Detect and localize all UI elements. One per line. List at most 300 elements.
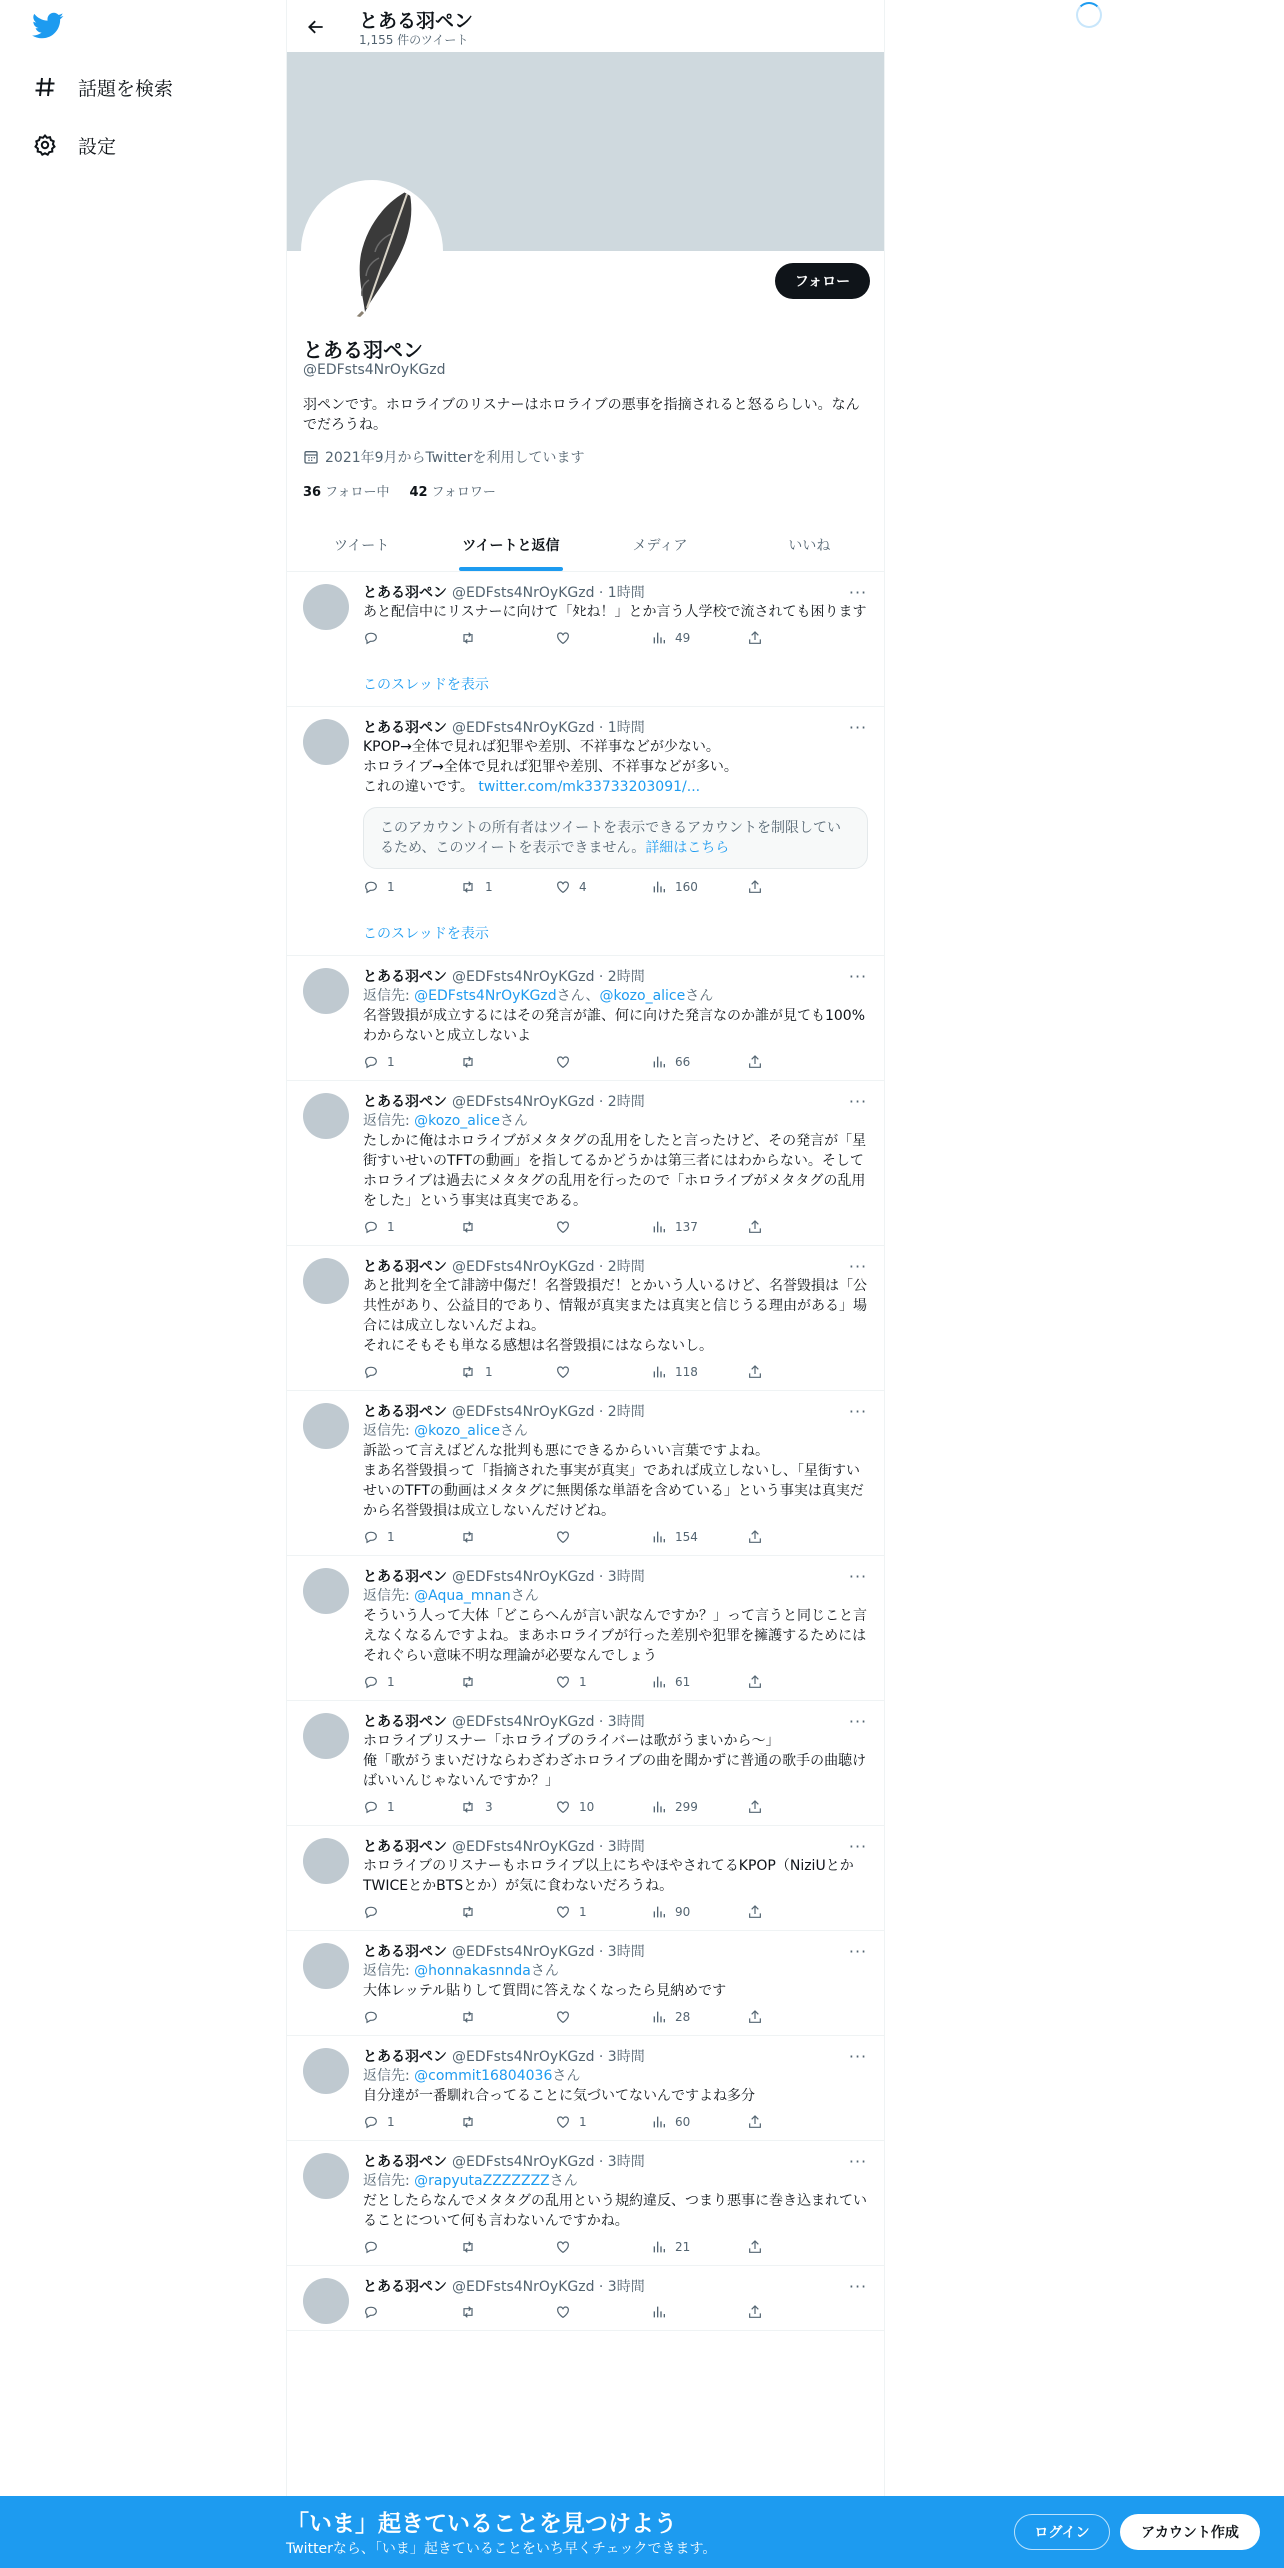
tweet-meta[interactable]: @EDFsts4NrOyKGzd · 2時間 bbox=[452, 969, 645, 985]
tweet-author-name[interactable]: とある羽ペン bbox=[363, 2049, 447, 2065]
retweet-icon bbox=[459, 1364, 485, 1380]
share-button[interactable] bbox=[747, 1054, 843, 1070]
tweet-text bbox=[363, 602, 868, 622]
show-thread-link[interactable]: このスレッドを表示 bbox=[363, 677, 489, 693]
retweet-button[interactable] bbox=[459, 1529, 555, 1545]
tweet-author-name[interactable]: とある羽ペン bbox=[363, 2154, 447, 2170]
like-icon bbox=[555, 1219, 579, 1235]
retweet-button[interactable] bbox=[459, 1674, 555, 1690]
tab-tweets-and-replies[interactable] bbox=[436, 519, 585, 571]
tweet-meta[interactable]: @EDFsts4NrOyKGzd · 3時間 bbox=[452, 1944, 645, 1960]
views-button[interactable] bbox=[651, 2239, 747, 2255]
reply-prefix: 返信先: bbox=[363, 1963, 415, 1979]
more-options-icon[interactable]: ··· bbox=[848, 1401, 868, 1421]
tab-label: ツイート bbox=[333, 538, 390, 554]
signup-banner-title: 「いま」起きていることを見つけよう bbox=[286, 2511, 677, 2537]
views-icon bbox=[651, 2114, 675, 2130]
top-bar bbox=[287, 0, 884, 52]
reply-mention-link[interactable]: @kozo_alice bbox=[599, 988, 686, 1004]
share-icon bbox=[747, 1799, 771, 1815]
share-button[interactable] bbox=[747, 1529, 843, 1545]
reply-count: 1 bbox=[387, 1675, 395, 1689]
reply-button[interactable] bbox=[363, 1219, 459, 1235]
reply-button[interactable] bbox=[363, 2239, 459, 2255]
share-button[interactable] bbox=[747, 879, 843, 895]
tweet-text bbox=[363, 1131, 868, 1211]
avatar[interactable] bbox=[303, 1258, 349, 1304]
reply-mention-link[interactable]: @rapyutaZZZZZZZ bbox=[414, 2173, 550, 2189]
reply-icon bbox=[363, 1364, 387, 1380]
views-icon bbox=[651, 1529, 675, 1545]
tweet-actions bbox=[363, 2300, 868, 2330]
like-count: 4 bbox=[579, 880, 587, 894]
reply-count: 1 bbox=[387, 2115, 395, 2129]
like-icon bbox=[555, 879, 579, 895]
like-button[interactable] bbox=[555, 1674, 651, 1690]
like-button[interactable] bbox=[555, 1054, 651, 1070]
tweet[interactable] bbox=[287, 1391, 884, 1556]
tweet[interactable] bbox=[287, 1931, 884, 2036]
share-icon bbox=[747, 2009, 771, 2025]
page-title: とある羽ペン bbox=[359, 10, 474, 32]
more-options-icon[interactable]: ··· bbox=[848, 2046, 868, 2066]
share-icon bbox=[747, 1674, 771, 1690]
reply-button[interactable] bbox=[363, 1529, 459, 1545]
sidebar-item-label: 話題を検索 bbox=[78, 77, 174, 100]
like-button[interactable] bbox=[555, 630, 651, 646]
tweet-meta[interactable]: @EDFsts4NrOyKGzd · 3時間 bbox=[452, 1714, 645, 1730]
views-button[interactable] bbox=[651, 1219, 747, 1235]
tweet-author-name[interactable]: とある羽ペン bbox=[363, 2279, 447, 2295]
reply-icon bbox=[363, 1904, 387, 1920]
share-button[interactable] bbox=[747, 1799, 843, 1815]
avatar[interactable] bbox=[303, 1713, 349, 1759]
more-options-icon[interactable]: ··· bbox=[848, 966, 868, 986]
reply-suffix: さん bbox=[499, 1113, 528, 1129]
like-button[interactable] bbox=[555, 879, 651, 895]
tweet-author-name[interactable]: とある羽ペン bbox=[363, 1569, 447, 1585]
views-icon bbox=[651, 1904, 675, 1920]
reply-context bbox=[363, 1586, 868, 1606]
views-icon bbox=[651, 2304, 675, 2320]
reply-suffix: さん bbox=[530, 1963, 559, 1979]
tweet[interactable] bbox=[287, 707, 884, 956]
reply-icon bbox=[363, 1799, 387, 1815]
share-button[interactable] bbox=[747, 2239, 843, 2255]
views-button[interactable] bbox=[651, 1364, 747, 1380]
reply-context bbox=[363, 2066, 868, 2086]
like-button[interactable] bbox=[555, 1799, 651, 1815]
avatar[interactable] bbox=[303, 719, 349, 765]
sidebar-item-explore[interactable] bbox=[32, 67, 173, 107]
tweet-text bbox=[363, 1981, 868, 2001]
reply-mention-link[interactable]: @kozo_alice bbox=[414, 1113, 500, 1129]
views-icon bbox=[651, 1674, 675, 1690]
share-button[interactable] bbox=[747, 1219, 843, 1235]
sidebar-item-settings[interactable] bbox=[32, 125, 116, 165]
like-icon bbox=[555, 2114, 579, 2130]
share-icon bbox=[747, 2304, 771, 2320]
profile-joined-text: 2021年9月からTwitterを利用しています bbox=[325, 450, 585, 466]
like-icon bbox=[555, 1364, 579, 1380]
tweet[interactable] bbox=[287, 1701, 884, 1826]
sidebar-item-label: 設定 bbox=[78, 135, 117, 158]
tweet-body: 大体レッテル貼りして質問に答えなくなったら見納めです bbox=[363, 1983, 727, 1999]
login-button[interactable]: ログイン bbox=[1014, 2514, 1110, 2550]
views-count: 118 bbox=[675, 1365, 698, 1379]
more-options-icon[interactable]: ··· bbox=[848, 717, 868, 737]
more-options-icon[interactable]: ··· bbox=[848, 1091, 868, 1111]
tweet-author-name[interactable]: とある羽ペン bbox=[363, 1259, 447, 1275]
views-icon bbox=[651, 630, 675, 646]
tab-label: ツイートと返信 bbox=[462, 538, 560, 554]
like-button[interactable] bbox=[555, 2239, 651, 2255]
retweet-button[interactable] bbox=[459, 2304, 555, 2320]
tweet-author-name[interactable]: とある羽ペン bbox=[363, 1094, 447, 1110]
tweet-actions bbox=[363, 1360, 868, 1390]
views-button[interactable] bbox=[651, 2009, 747, 2025]
views-icon bbox=[651, 1799, 675, 1815]
reply-button[interactable] bbox=[363, 2114, 459, 2130]
more-options-icon[interactable]: ··· bbox=[848, 2151, 868, 2171]
show-thread-link[interactable]: このスレッドを表示 bbox=[363, 926, 489, 942]
tweet-header bbox=[363, 1091, 868, 1111]
views-button[interactable] bbox=[651, 1529, 747, 1545]
profile-joined bbox=[303, 447, 584, 467]
views-count: 299 bbox=[675, 1800, 698, 1814]
views-button[interactable] bbox=[651, 630, 747, 646]
reply-prefix: 返信先: bbox=[363, 2173, 415, 2189]
tweet-header bbox=[363, 2276, 868, 2296]
like-count: 1 bbox=[579, 2115, 587, 2129]
loading-spinner-icon bbox=[1076, 2, 1102, 28]
reply-count: 1 bbox=[387, 880, 395, 894]
signup-banner bbox=[0, 2496, 1284, 2568]
learn-more-link[interactable]: 詳細はこちら bbox=[645, 840, 730, 856]
views-count: 28 bbox=[675, 2010, 691, 2024]
reply-icon bbox=[363, 630, 387, 646]
reply-mention-link[interactable]: @commit16804036 bbox=[414, 2068, 553, 2084]
like-button[interactable] bbox=[555, 2009, 651, 2025]
profile-stats bbox=[303, 481, 516, 500]
like-button[interactable] bbox=[555, 1529, 651, 1545]
share-button[interactable] bbox=[747, 1904, 843, 1920]
reply-suffix: さん bbox=[552, 2068, 581, 2084]
tweet-author-name[interactable]: とある羽ペン bbox=[363, 1944, 447, 1960]
retweet-icon bbox=[459, 2304, 485, 2320]
tweet-actions bbox=[363, 2235, 868, 2265]
tweet-text bbox=[363, 2191, 868, 2231]
tweet-meta[interactable]: @EDFsts4NrOyKGzd · 2時間 bbox=[452, 1404, 645, 1420]
retweet-icon bbox=[459, 2239, 485, 2255]
share-icon bbox=[747, 630, 771, 646]
reply-mention-link[interactable]: @EDFsts4NrOyKGzd bbox=[414, 988, 557, 1004]
tweet-meta[interactable]: @EDFsts4NrOyKGzd · 3時間 bbox=[452, 2154, 645, 2170]
tweet-actions bbox=[363, 1900, 868, 1930]
reply-count: 1 bbox=[387, 1530, 395, 1544]
views-count: 66 bbox=[675, 1055, 691, 1069]
tweet-body: ホロライブのリスナーもホロライブ以上にちやほやされてるKPOP（NiziUとかTWICEとかBTSとか）が気に食わないだろうね。 bbox=[363, 1858, 854, 1894]
views-icon bbox=[651, 879, 675, 895]
tweet-actions bbox=[363, 875, 868, 905]
retweet-button[interactable] bbox=[459, 2239, 555, 2255]
more-options-icon[interactable]: ··· bbox=[848, 2276, 868, 2296]
arrow-left-icon bbox=[306, 17, 326, 37]
followers-link[interactable] bbox=[409, 481, 495, 500]
tweet-header bbox=[363, 1941, 868, 1961]
avatar[interactable] bbox=[303, 1838, 349, 1884]
tab-media[interactable] bbox=[586, 519, 735, 571]
like-count: 1 bbox=[579, 1675, 587, 1689]
views-button[interactable] bbox=[651, 879, 747, 895]
reply-count: 1 bbox=[387, 1220, 395, 1234]
reply-mention-link[interactable]: @honnakasnnda bbox=[414, 1963, 531, 1979]
tab-tweets[interactable] bbox=[287, 519, 436, 571]
share-icon bbox=[747, 2114, 771, 2130]
tweet-text bbox=[363, 1856, 868, 1896]
retweet-button[interactable] bbox=[459, 2009, 555, 2025]
tweet[interactable] bbox=[287, 2266, 884, 2331]
reply-icon bbox=[363, 1219, 387, 1235]
tweet-body: 訴訟って言えばどんな批判も悪にできるからいい言葉ですよね。 まあ名誉毀損って「指摘された事実が真実」であれば成立しないし、「星街すいせいのTFTの動画はメタタグに無関係な単語を含めている」という事実は真実だから名誉毀損は成立しないんだけどね。 bbox=[363, 1443, 864, 1519]
views-button[interactable] bbox=[651, 2114, 747, 2130]
tweet-body: 自分達が一番馴れ合ってることに気づいてないんですよね多分 bbox=[363, 2088, 755, 2104]
tweet-author-name[interactable]: とある羽ペン bbox=[363, 1714, 447, 1730]
tweet-body: だとしたらなんでメタタグの乱用という規約違反、つまり悪事に巻き込まれていることについて何も言わないんですかね。 bbox=[363, 2193, 867, 2229]
tweet-actions bbox=[363, 1670, 868, 1700]
tweet-header bbox=[363, 2046, 868, 2066]
reply-context bbox=[363, 2171, 868, 2191]
retweet-icon bbox=[459, 1904, 485, 1920]
reply-suffix: さん、 bbox=[556, 988, 600, 1004]
share-icon bbox=[747, 1054, 771, 1070]
following-label: フォロー中 bbox=[325, 485, 390, 500]
calendar-icon bbox=[303, 449, 319, 465]
tweet-body: あと配信中にリスナーに向けて「ﾀﾋね！」とか言う人学校で流されても困ります bbox=[363, 604, 867, 620]
more-options-icon[interactable]: ··· bbox=[848, 1566, 868, 1586]
share-button[interactable] bbox=[747, 2114, 843, 2130]
reply-icon bbox=[363, 2009, 387, 2025]
tweet[interactable] bbox=[287, 572, 884, 707]
tab-likes[interactable] bbox=[735, 519, 884, 571]
retweet-button[interactable] bbox=[459, 1054, 555, 1070]
retweet-icon bbox=[459, 1219, 485, 1235]
tweet-author-name[interactable]: とある羽ペン bbox=[363, 585, 447, 601]
views-icon bbox=[651, 2239, 675, 2255]
views-count: 60 bbox=[675, 2115, 691, 2129]
more-options-icon[interactable]: ··· bbox=[848, 1256, 868, 1276]
quill-feather-icon bbox=[305, 184, 439, 318]
tweet-actions bbox=[363, 1525, 868, 1555]
tweet-body: あと批判を全て誹謗中傷だ！名誉毀損だ！とかいう人いるけど、名誉毀損は「公共性があり、公益目的であり、情報が真実または真実と信じうる理由がある」場合には成立しないんだよね。 それにそもそも単なる感想は名誉毀損にはならないし。 bbox=[363, 1278, 867, 1354]
tweet-body: KPOP→全体で見れば犯罪や差別、不祥事などが少ない。 ホロライブ→全体で見れば犯罪や差別、不祥事などが多い。 これの違いです。 bbox=[363, 739, 738, 795]
tweet[interactable] bbox=[287, 1246, 884, 1391]
share-icon bbox=[747, 2239, 771, 2255]
avatar[interactable] bbox=[303, 2278, 349, 2324]
like-button[interactable] bbox=[555, 2304, 651, 2320]
like-icon bbox=[555, 1799, 579, 1815]
reply-mention-link[interactable]: @kozo_alice bbox=[414, 1423, 500, 1439]
following-count: 36 bbox=[303, 485, 322, 500]
tweet-meta[interactable]: @EDFsts4NrOyKGzd · 1時間 bbox=[452, 585, 645, 601]
tab-label: メディア bbox=[632, 538, 688, 554]
retweet-button[interactable] bbox=[459, 1219, 555, 1235]
follow-button[interactable]: フォロー bbox=[775, 263, 870, 299]
avatar[interactable] bbox=[303, 1568, 349, 1614]
gear-icon bbox=[32, 132, 58, 158]
tweet[interactable] bbox=[287, 956, 884, 1081]
reply-button[interactable] bbox=[363, 1674, 459, 1690]
tweet[interactable] bbox=[287, 2036, 884, 2141]
like-icon bbox=[555, 1904, 579, 1920]
share-icon bbox=[747, 879, 771, 895]
tweet-body: そういう人って大体「どこらへんが言い訳なんですか？」って言うと同じこと言えなくなるんですよね。まあホロライブが行った差別や犯罪を擁護するためにはそれぐらい意味不明な理論が必要なんでしょう bbox=[363, 1608, 867, 1664]
reply-button[interactable] bbox=[363, 2009, 459, 2025]
more-options-icon[interactable]: ··· bbox=[848, 1711, 868, 1731]
views-count: 61 bbox=[675, 1675, 691, 1689]
tweet-meta[interactable]: @EDFsts4NrOyKGzd · 2時間 bbox=[452, 1259, 645, 1275]
tweet-text bbox=[363, 1606, 868, 1666]
tweet-author-name[interactable]: とある羽ペン bbox=[363, 1404, 447, 1420]
share-button[interactable] bbox=[747, 1364, 843, 1380]
reply-icon bbox=[363, 2114, 387, 2130]
share-icon bbox=[747, 1529, 771, 1545]
reply-suffix: さん bbox=[685, 988, 714, 1004]
profile-avatar[interactable] bbox=[301, 180, 443, 322]
main-column bbox=[286, 0, 885, 2568]
profile-handle: @EDFsts4NrOyKGzd bbox=[303, 362, 446, 378]
more-options-icon[interactable]: ··· bbox=[848, 1836, 868, 1856]
tab-active-indicator bbox=[459, 567, 563, 571]
tweet-meta[interactable]: @EDFsts4NrOyKGzd · 2時間 bbox=[452, 1094, 645, 1110]
views-button[interactable] bbox=[651, 1054, 747, 1070]
reply-suffix: さん bbox=[510, 1588, 539, 1604]
tweet-header bbox=[363, 717, 868, 737]
reply-prefix: 返信先: bbox=[363, 988, 415, 1004]
views-button[interactable] bbox=[651, 1904, 747, 1920]
share-icon bbox=[747, 1364, 771, 1380]
share-button[interactable] bbox=[747, 630, 843, 646]
retweet-button[interactable] bbox=[459, 1904, 555, 1920]
hashtag-icon bbox=[32, 74, 58, 100]
tweet-meta[interactable]: @EDFsts4NrOyKGzd · 3時間 bbox=[452, 1839, 645, 1855]
tweet[interactable] bbox=[287, 1556, 884, 1701]
views-button[interactable] bbox=[651, 1799, 747, 1815]
reply-button[interactable] bbox=[363, 2304, 459, 2320]
tweet-meta[interactable]: @EDFsts4NrOyKGzd · 3時間 bbox=[452, 1569, 645, 1585]
reply-context bbox=[363, 1421, 868, 1441]
reply-prefix: 返信先: bbox=[363, 1423, 415, 1439]
quote-notice: このアカウントの所有者はツイートを表示できるアカウントを制限しているため、このツイートを表示できません。 bbox=[380, 820, 842, 856]
tweet-text bbox=[363, 1441, 868, 1521]
tweet-actions bbox=[363, 1215, 868, 1245]
views-count: 90 bbox=[675, 1905, 691, 1919]
back-button[interactable] bbox=[299, 10, 333, 44]
retweet-count: 3 bbox=[485, 1800, 493, 1814]
profile-name: とある羽ペン bbox=[303, 338, 423, 362]
share-button[interactable] bbox=[747, 2009, 843, 2025]
avatar[interactable] bbox=[303, 2153, 349, 2199]
reply-context bbox=[363, 1111, 868, 1131]
reply-context bbox=[363, 1961, 868, 1981]
more-options-icon[interactable]: ··· bbox=[848, 582, 868, 602]
reply-context bbox=[363, 986, 868, 1006]
tweet-author-name[interactable]: とある羽ペン bbox=[363, 1839, 447, 1855]
signup-button[interactable]: アカウント作成 bbox=[1120, 2514, 1260, 2550]
tweet-header bbox=[363, 1711, 868, 1731]
retweet-button[interactable] bbox=[459, 630, 555, 646]
tab-label: いいね bbox=[788, 538, 831, 554]
tweet-meta[interactable]: @EDFsts4NrOyKGzd · 3時間 bbox=[452, 2279, 645, 2295]
avatar[interactable] bbox=[303, 2048, 349, 2094]
like-button[interactable] bbox=[555, 1364, 651, 1380]
share-button[interactable] bbox=[747, 2304, 843, 2320]
reply-button[interactable] bbox=[363, 1054, 459, 1070]
profile-tabs bbox=[287, 519, 884, 572]
avatar[interactable] bbox=[303, 1943, 349, 1989]
avatar[interactable] bbox=[303, 584, 349, 630]
reply-icon bbox=[363, 1674, 387, 1690]
views-button[interactable] bbox=[651, 2304, 747, 2320]
like-icon bbox=[555, 2304, 579, 2320]
more-options-icon[interactable]: ··· bbox=[848, 1941, 868, 1961]
retweet-button[interactable] bbox=[459, 2114, 555, 2130]
reply-button[interactable] bbox=[363, 630, 459, 646]
reply-mention-link[interactable]: @Aqua_mnan bbox=[414, 1588, 511, 1604]
like-button[interactable] bbox=[555, 2114, 651, 2130]
like-icon bbox=[555, 1674, 579, 1690]
tweet-text bbox=[363, 2086, 868, 2106]
reply-button[interactable] bbox=[363, 879, 459, 895]
tweet-text bbox=[363, 1731, 868, 1791]
views-count: 137 bbox=[675, 1220, 698, 1234]
reply-button[interactable] bbox=[363, 1904, 459, 1920]
tweet-author-name[interactable]: とある羽ペン bbox=[363, 720, 447, 736]
tweet-header bbox=[363, 2151, 868, 2171]
avatar[interactable] bbox=[303, 968, 349, 1014]
like-button[interactable] bbox=[555, 1219, 651, 1235]
tweet-meta[interactable]: @EDFsts4NrOyKGzd · 1時間 bbox=[452, 720, 645, 736]
tweet-link[interactable]: twitter.com/mk33733203091/... bbox=[478, 779, 701, 795]
retweet-icon bbox=[459, 879, 485, 895]
views-count: 21 bbox=[675, 2240, 691, 2254]
tweet-header bbox=[363, 1836, 868, 1856]
tweet[interactable] bbox=[287, 1081, 884, 1246]
views-icon bbox=[651, 2009, 675, 2025]
tweet-meta[interactable]: @EDFsts4NrOyKGzd · 3時間 bbox=[452, 2049, 645, 2065]
views-icon bbox=[651, 1364, 675, 1380]
tweet[interactable] bbox=[287, 2141, 884, 2266]
tweet-author-name[interactable]: とある羽ペン bbox=[363, 969, 447, 985]
like-button[interactable] bbox=[555, 1904, 651, 1920]
tweet-body: 名誉毀損が成立するにはその発言が誰、何に向けた発言なのか誰が見ても100%わからないと成立しないよ bbox=[363, 1008, 866, 1044]
like-icon bbox=[555, 2009, 579, 2025]
following-link[interactable] bbox=[303, 481, 389, 500]
twitter-bird-icon[interactable] bbox=[32, 12, 66, 42]
avatar[interactable] bbox=[303, 1093, 349, 1139]
retweet-button[interactable] bbox=[459, 879, 555, 895]
tweet[interactable] bbox=[287, 1826, 884, 1931]
reply-icon bbox=[363, 2304, 387, 2320]
retweet-button[interactable] bbox=[459, 1799, 555, 1815]
views-button[interactable] bbox=[651, 1674, 747, 1690]
reply-button[interactable] bbox=[363, 1364, 459, 1380]
retweet-button[interactable] bbox=[459, 1364, 555, 1380]
reply-button[interactable] bbox=[363, 1799, 459, 1815]
share-button[interactable] bbox=[747, 1674, 843, 1690]
followers-count: 42 bbox=[409, 485, 428, 500]
avatar[interactable] bbox=[303, 1403, 349, 1449]
